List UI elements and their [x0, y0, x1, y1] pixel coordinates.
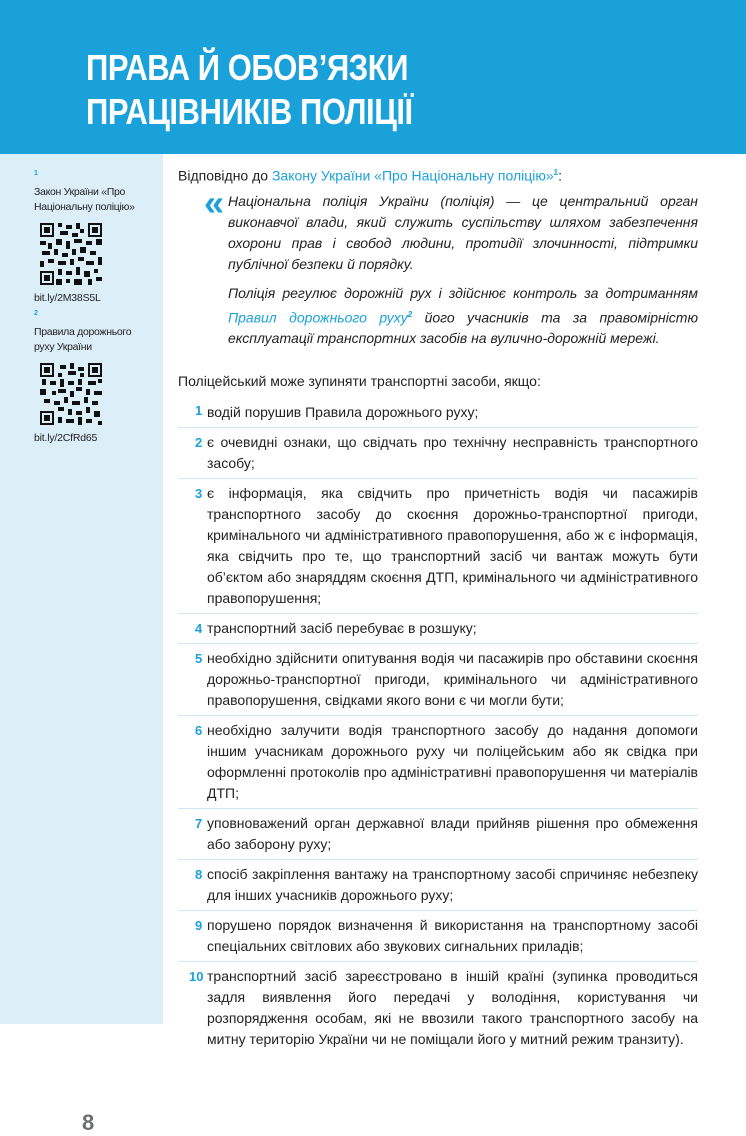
page-title	[86, 46, 413, 134]
list-item	[178, 720, 698, 809]
quote-mark-icon: «	[204, 181, 225, 223]
list-item	[178, 966, 698, 1054]
quote-paragraph-1: Національна поліція України (поліція) — це центральний орган виконавчої влади, який служить суспільству шляхом забезпечення охорони прав і свобод людини, протидії злочинності, підтримки публічної безпеки й порядку.	[228, 192, 698, 272]
main-content	[178, 162, 698, 1058]
item-text: є інформація, яка свідчить про причетність водія чи пасажирів транспортного засобу до скоєння дорожньо-транспортної пригоди, кримінального чи адміністративного правопорушення, або ж є інформація, яка свідчить про те, що транспортний засіб чи вантаж можуть бути об’єктом або знаряддям скоєння ДТП, кримінального чи адміністративного правопорушення;	[207, 485, 698, 607]
item-number: 10	[189, 969, 204, 985]
law-link[interactable]: Закону України «Про Національну поліцію»	[271, 167, 554, 184]
list-item	[178, 400, 698, 428]
lead-paragraph	[178, 162, 698, 187]
footnote-ref: 2	[407, 309, 413, 319]
list-item	[178, 864, 698, 911]
list-item	[178, 915, 698, 962]
footnote-ref: 1	[553, 168, 559, 177]
item-number: 9	[195, 918, 203, 934]
item-number: 1	[195, 403, 203, 419]
quote-p2-prefix: Поліція регулює дорожній рух і здійснює контроль за дотриманням	[228, 284, 698, 301]
item-number: 2	[195, 435, 203, 451]
stop-reasons-list	[178, 400, 698, 1054]
margin-sidebar	[0, 154, 163, 1135]
item-text: уповноважений орган державної влади прийняв рішення про обмеження або заборону руху;	[207, 815, 698, 853]
sidebar-note-1	[34, 166, 154, 306]
item-text: порушено порядок визначення й використання на транспортному засобі спеціальних світлових або звукових сигнальних приладів;	[207, 917, 698, 955]
note-number: 2	[34, 310, 38, 317]
item-number: 5	[195, 651, 203, 667]
title-banner	[0, 0, 746, 154]
qr-code-icon[interactable]	[40, 223, 102, 285]
list-item	[178, 648, 698, 716]
item-number: 8	[195, 867, 203, 883]
note-link[interactable]: bit.ly/2M38S5L	[34, 291, 101, 304]
item-number: 6	[195, 723, 203, 739]
quote-p2-suffix: його учасників та за правомірністю експлуатації транспортних засобів на вулично-дорожній мережі.	[228, 309, 698, 347]
sidebar-note-2	[34, 306, 154, 446]
note-text: Закон України «Про Національну поліцію»	[34, 185, 135, 213]
lead-prefix: Відповідно до	[178, 167, 272, 184]
item-text: необхідно залучити водія транспортного засобу до надання допомоги іншим учасникам дорожнього руху чи поліцейським або як свідка при оформленні протоколів про адміністративні правопорушення чи матеріалів ДТП;	[207, 722, 698, 802]
item-number: 7	[195, 816, 203, 832]
law-quote	[178, 181, 698, 350]
list-item	[178, 618, 698, 644]
list-item	[178, 432, 698, 479]
page-title-line-2: ПРАЦІВНИКІВ ПОЛІЦІЇ	[86, 91, 413, 132]
item-text: є очевидні ознаки, що свідчать про технічну несправність транспортного засобу;	[207, 434, 698, 472]
item-text: транспортний засіб зареєстровано в іншій країні (зупинка проводиться задля виявлення його передачі у володіння, користування чи розпорядження особам, які не ввозили такого транспортного засобу на митну територію України чи не поміщали його у митний режим транзиту).	[207, 968, 698, 1048]
note-text: Правила дорожнього руху України	[34, 325, 132, 353]
note-link[interactable]: bit.ly/2CfRd65	[34, 431, 98, 444]
page-title-line-1: ПРАВА Й ОБОВ’ЯЗКИ	[86, 47, 409, 88]
item-text: необхідно здійснити опитування водія чи пасажирів про обставини скоєння дорожньо-транспортної пригоди, кримінального чи адміністративного правопорушення, свідками якого вони є чи могли бути;	[207, 650, 698, 709]
page-number: 8	[82, 1110, 94, 1135]
item-text: спосіб закріплення вантажу на транспортному засобі спричиняє небезпеку для інших учасників дорожнього руху;	[207, 866, 698, 904]
list-item	[178, 813, 698, 860]
note-number: 1	[34, 170, 38, 177]
qr-code-icon[interactable]	[40, 363, 102, 425]
item-number: 3	[195, 486, 203, 502]
item-text: водій порушив Правила дорожнього руху;	[207, 404, 479, 421]
item-text: транспортний засіб перебуває в розшуку;	[207, 620, 477, 637]
lead-suffix: :	[558, 167, 562, 184]
traffic-rules-link[interactable]: Правил дорожнього руху	[228, 309, 408, 326]
item-number: 4	[195, 621, 203, 637]
list-item	[178, 483, 698, 614]
list-intro: Поліцейський може зупиняти транспортні засоби, якщо:	[178, 373, 541, 390]
quote-paragraph-2	[228, 283, 698, 350]
